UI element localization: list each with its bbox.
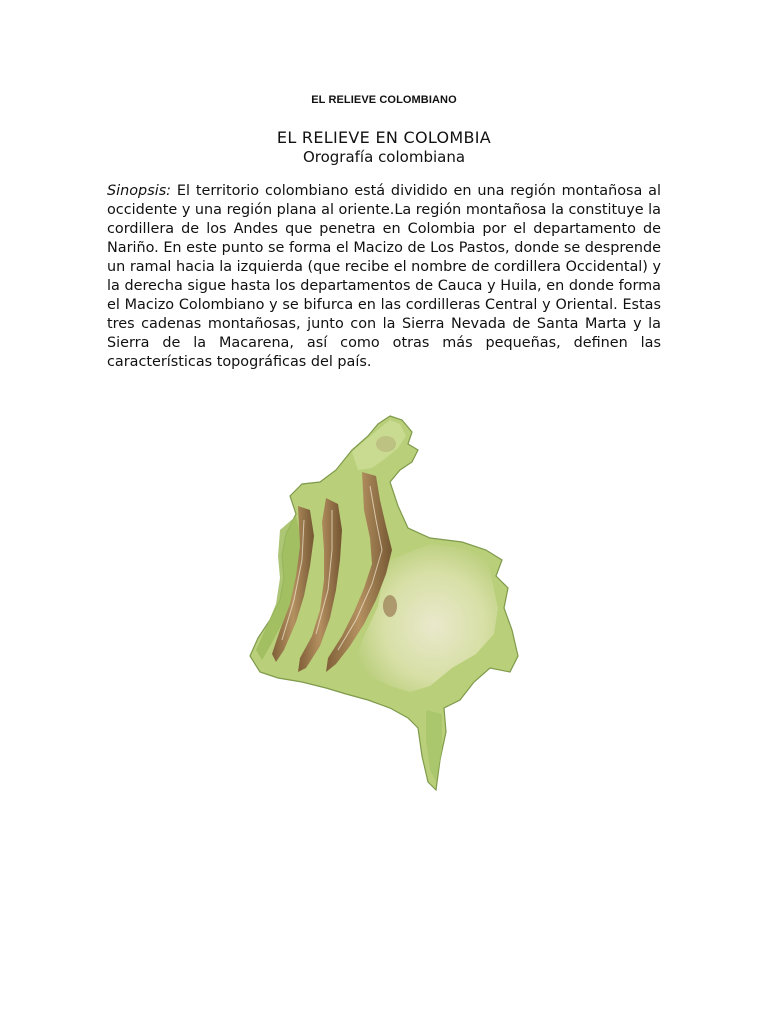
- document-header: EL RELIEVE COLOMBIANO: [311, 94, 457, 106]
- synopsis-label: Sinopsis:: [107, 183, 172, 199]
- synopsis-text: El territorio colombiano está dividido en una región montañosa al occidente y una región plana al oriente.La región montañosa la constituye la cordillera de los Andes que penetra en Colombia por el departamento de Nariño. En este punto se forma el Macizo de Los Pastos, donde se desprende un ramal hacia la izquierda (que recibe el nombre de cordillera Occidental) y la derecha sigue hasta los departamentos de Cauca y Huila, en donde forma el Macizo Colombiano y se bifurca en las cordilleras Central y Oriental. Estas tres cadenas montañosas, junto con la Sierra Nevada de Santa Marta y la Sierra de la Macarena, así como otras más pequeñas, definen las características topográficas del país.: [107, 183, 661, 370]
- synopsis-paragraph: [107, 182, 661, 372]
- document-subtitle: Orografía colombiana: [302, 148, 466, 166]
- document-title: EL RELIEVE EN COLOMBIA: [276, 128, 492, 147]
- sierra-macarena: [383, 595, 397, 617]
- colombia-relief-map-icon: [240, 410, 530, 800]
- colombia-relief-map: [240, 410, 530, 800]
